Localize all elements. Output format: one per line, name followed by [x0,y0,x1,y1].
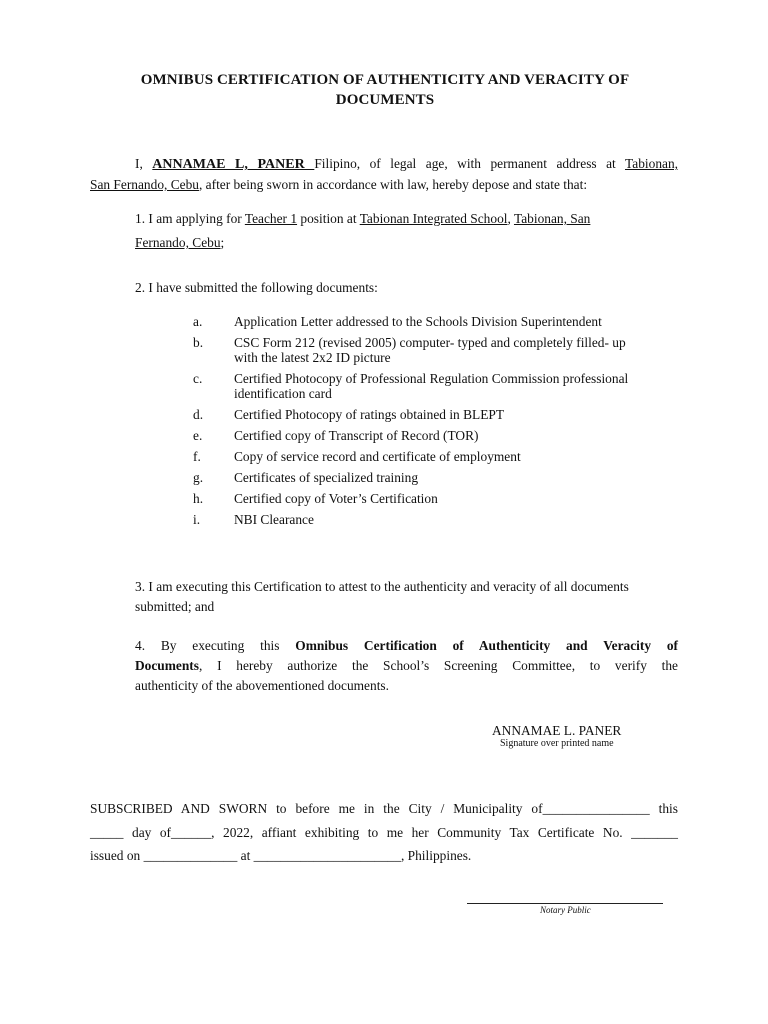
list-item [193,335,633,365]
item-3-line-2: submitted; and [135,599,215,614]
list-letter: f. [193,449,201,464]
list-text: Certified Photocopy of Professional Regulation Commission professional identification card [234,371,629,401]
item-1-sep: , [507,211,514,226]
list-item [193,512,633,527]
title-line-1: OMNIBUS CERTIFICATION OF AUTHENTICITY AND VERACITY OF [140,72,630,88]
list-text: NBI Clearance [234,512,314,527]
title-line-2: DOCUMENTS [335,92,435,108]
item-4-line-2 [135,655,678,677]
list-item [193,470,633,485]
list-text: Certificates of specialized training [234,470,419,485]
list-letter: a. [193,314,203,329]
item-4-mid: , I hereby authorize the School’s Screening Committee, to verify the [198,658,678,673]
item-4-bold-1: Omnibus Certification of Authenticity and Veracity of [295,638,678,653]
school-place-1: Tabionan, San [513,211,591,226]
list-text: CSC Form 212 (revised 2005) computer- typed and completely filled- up with the latest 2x2 ID picture [234,335,626,365]
intro-prefix: I, [135,156,153,171]
intro-line-2 [90,174,680,196]
intro-suffix: , after being sworn in accordance with law, hereby depose and state that: [198,177,588,192]
documents-list [193,314,633,533]
list-item [193,449,633,464]
list-text: Copy of service record and certificate of employment [234,449,521,464]
list-letter: c. [193,371,203,386]
list-item [193,314,633,329]
affiant-name: ANNAMAE L, PANER [152,157,315,172]
item-2: 2. I have submitted the following documents: [135,280,378,295]
list-item [193,428,633,443]
item-4-line-1 [135,635,678,657]
item-4-prefix: 4. By executing this [135,638,296,653]
item-3-line-1: 3. I am executing this Certification to attest to the authenticity and veracity of all documents [135,579,629,594]
list-text: Application Letter addressed to the Schools Division Superintendent [234,314,602,329]
signatory-name: ANNAMAE L. PANER [492,723,622,738]
jurat-line-1: SUBSCRIBED AND SWORN to before me in the City / Municipality of________________ this [90,801,678,816]
notary-caption: Notary Public [540,905,591,915]
document-title [90,70,680,110]
notary-signature-line [467,903,663,904]
jurat-line-3: issued on ______________ at ______________________, Philippines. [90,848,472,863]
signature-caption: Signature over printed name [500,738,614,749]
list-item [193,371,633,401]
jurat-line-2: _____ day of______, 2022, affiant exhibiting to me her Community Tax Certificate No. _______ [90,825,678,840]
list-letter: e. [193,428,203,443]
item-1-prefix: 1. I am applying for [135,211,245,226]
item-1-mid: position at [297,211,360,226]
item-1-line-2 [135,232,680,254]
school-name: Tabionan Integrated School [359,211,508,226]
list-letter: g. [193,470,204,485]
item-1-line-1 [135,208,680,230]
list-letter: h. [193,491,204,506]
address-part-1: Tabionan, [625,156,678,171]
list-text: Certified copy of Voter’s Certification [234,491,438,506]
list-letter: b. [193,335,204,350]
list-letter: d. [193,407,204,422]
school-place-2: Fernando, Cebu [135,235,221,250]
intro-line-1 [135,153,678,176]
address-part-2: San Fernando, Cebu [90,177,199,192]
applied-position: Teacher 1 [244,211,298,226]
list-item [193,407,633,422]
list-letter: i. [193,512,201,527]
list-item [193,491,633,506]
item-1-suffix: ; [220,235,225,250]
intro-mid: Filipino, of legal age, with permanent address at [314,156,626,171]
list-text: Certified copy of Transcript of Record (TOR) [234,428,479,443]
item-4-line-3: authenticity of the abovementioned documents. [135,678,389,693]
list-text: Certified Photocopy of ratings obtained in BLEPT [234,407,505,422]
item-4-bold-2: Documents [135,658,199,673]
